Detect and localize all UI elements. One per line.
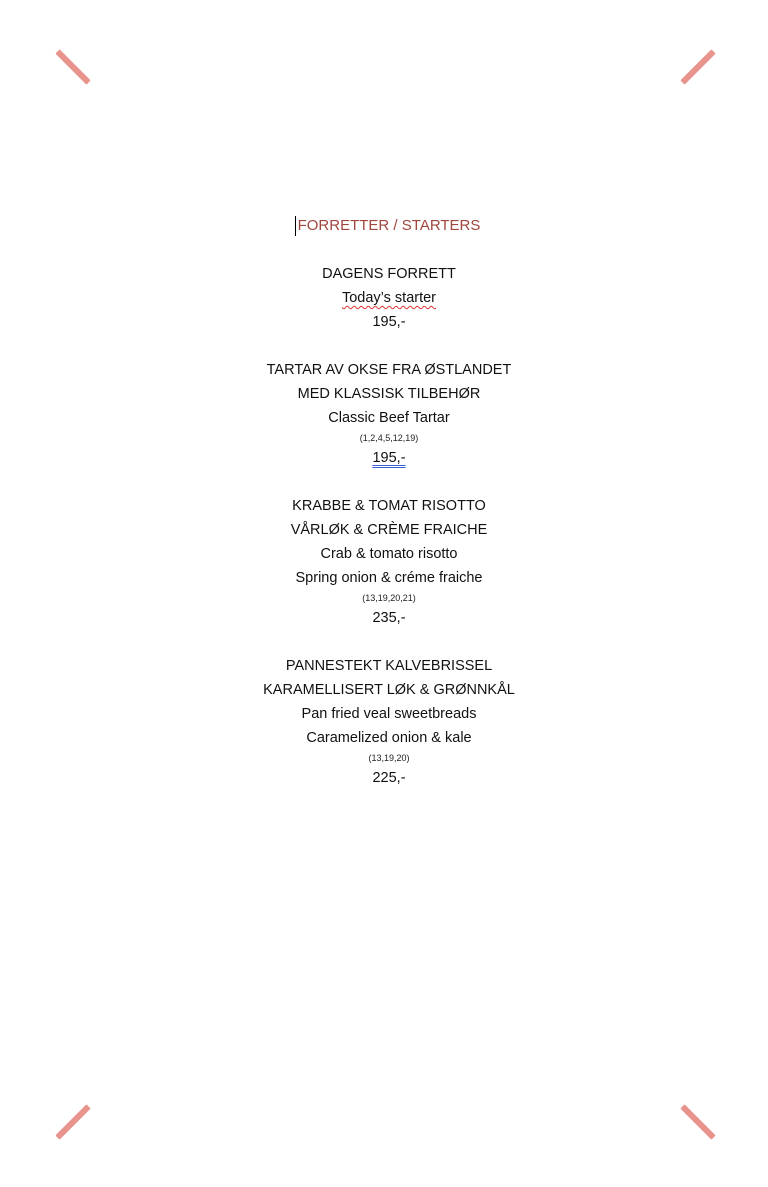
dish-name-en: Pan fried veal sweetbreads	[301, 706, 477, 722]
dish-price: 225,-	[372, 770, 406, 786]
dish-price: 195,-	[372, 314, 406, 330]
text-cursor	[295, 216, 296, 236]
dish-price	[0, 446, 768, 470]
dish-name-en: Today’s starter	[341, 290, 437, 306]
dish-name-en: Caramelized onion & kale	[306, 730, 472, 746]
dish-name-en: Spring onion & créme fraiche	[295, 570, 483, 586]
dish-price: 235,-	[372, 610, 406, 626]
dish-allergens: (13,19,20,21)	[362, 593, 416, 603]
crop-mark-bottom-left	[55, 1104, 90, 1139]
dish-item	[0, 358, 768, 470]
crop-mark-bottom-right	[680, 1104, 715, 1139]
dish-item	[0, 262, 768, 334]
dish-name-no: VÅRLØK & CRÈME FRAICHE	[290, 522, 488, 538]
menu-section	[0, 214, 768, 814]
crop-mark-top-right	[680, 49, 715, 84]
dish-name-en: Crab & tomato risotto	[320, 546, 458, 562]
dish-name-no: DAGENS FORRETT	[322, 266, 456, 282]
dish-allergens: (1,2,4,5,12,19)	[359, 433, 419, 443]
dish-name-no: KRABBE & TOMAT RISOTTO	[292, 498, 486, 514]
section-title[interactable]	[298, 214, 481, 238]
section-title-text: FORRETTER / STARTERS	[297, 217, 481, 234]
dish-name-en: Classic Beef Tartar	[328, 410, 450, 426]
dish-price-text: 195,-	[372, 450, 406, 466]
dish-name-no: MED KLASSISK TILBEHØR	[297, 386, 481, 402]
dish-name-no: KARAMELLISERT LØK & GRØNNKÅL	[263, 682, 515, 698]
dish-item	[0, 494, 768, 630]
dish-item	[0, 654, 768, 790]
dish-name-no: TARTAR AV OKSE FRA ØSTLANDET	[266, 362, 512, 378]
crop-mark-top-left	[55, 49, 90, 84]
dish-name-no: PANNESTEKT KALVEBRISSEL	[285, 658, 493, 674]
dish-allergens: (13,19,20)	[368, 753, 410, 763]
